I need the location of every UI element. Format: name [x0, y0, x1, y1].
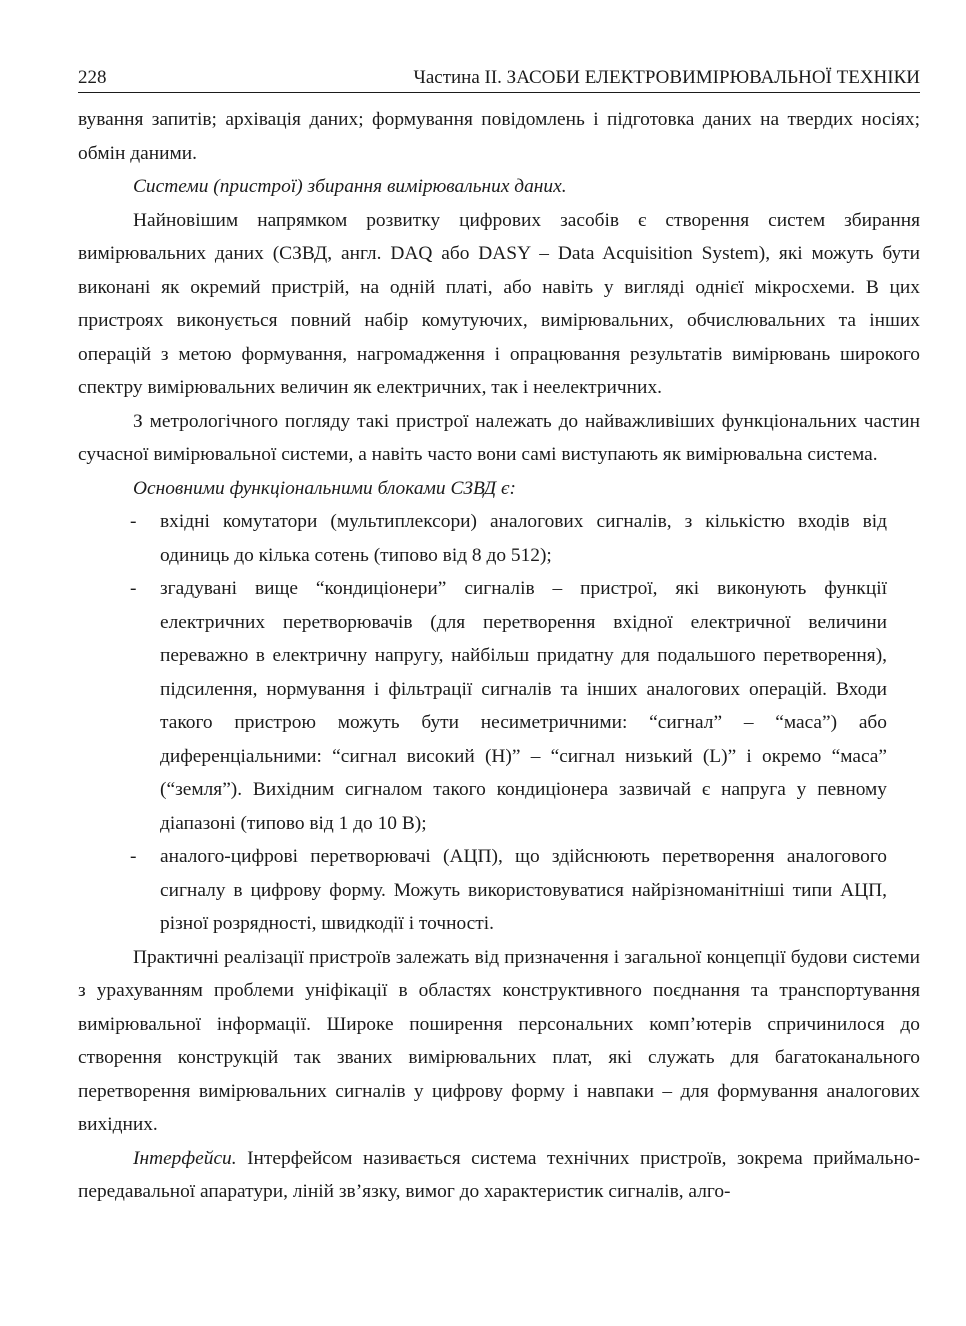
list-item [78, 572, 920, 840]
interfaces-text: Інтерфейсом називається система технічних пристроїв, зокрема приймально-передавальної апаратури, ліній зв’язку, вимог до характеристик сигналів, алго- [78, 1147, 920, 1202]
interfaces-lead: Інтерфейси. [133, 1147, 237, 1169]
paragraph-daq-intro: Найновішим напрямком розвитку цифрових засобів є створення систем збирання вимірювальних даних (СЗВД, англ. DAQ або DASY – Data Acquisition System), які можуть бути виконані як окремий пристрій, на одній платі, або навіть у вигляді однієї мікросхеми. В цих пристроях виконується повний набір комутуючих, вимірювальних, обчислювальних та інших операцій з метою формування, нагромадження і опрацювання результатів вимірювань широкого спектру вимірювальних величин як електричних, так і неелектричних. [78, 209, 920, 398]
list-item-text: вхідні комутатори (мультиплексори) аналогових сигналів, з кількістю входів від одиниць до кілька сотень (типово від 8 до 512); [160, 511, 887, 566]
running-title: Частина II. ЗАСОБИ ЕЛЕКТРОВИМІРЮВАЛЬНОЇ ТЕХНІКИ [413, 67, 920, 88]
list-item [78, 840, 920, 941]
list-item-text: аналого-цифрові перетворювачі (АЦП), що здійснюють перетворення аналогового сигналу в цифрову форму. Можуть використовуватися найрізноманітніші типи АЦП, різної розрядності, швидкодії і точності. [160, 846, 887, 934]
paragraph-metrology: З метрологічного погляду такі пристрої належать до найважливіших функціональних частин сучасної вимірювальної системи, а навіть часто вони самі виступають як вимірювальна система. [78, 410, 920, 465]
paragraph-practical: Практичні реалізації пристроїв залежать від призначення і загальної концепції будови системи з урахуванням проблеми уніфікації в областях конструктивного поєднання та транспортування вимірювальної інформації. Широке поширення персональних комп’ютерів спричинилося до створення конструкцій так званих вимірювальних плат, які служать для багатоканального перетворення вимірювальних сигналів у цифрову форму і навпаки – для формування аналогових вихідних. [78, 946, 920, 1135]
section-heading-blocks: Основними функціональними блоками СЗВД є: [133, 477, 516, 499]
header-rule [78, 92, 920, 93]
list-bullet: - [130, 846, 137, 867]
list-bullet: - [130, 578, 137, 599]
list-item [78, 505, 920, 572]
page-header [78, 66, 920, 90]
paragraph-interfaces [78, 1142, 920, 1209]
list-item-text: згадувані вище “кондиціонери” сигналів – пристрої, які виконують функції електричних перетворювачів (для перетворення вхідної електричної величини переважно в електричну напругу, найбільш придатну для подальшого перетворення), підсилення, нормування і фільтрації сигналів та інших аналогових операцій. Входи такого пристрою можуть бути несиметричними: “сигнал” – “маса”) або диференціальними: “сигнал високий (H)” – “сигнал низький (L)” і окремо “маса” (“земля”). Вихідним сигналом такого кондиціонера зазвичай є напруга у певному діапазоні (типово від 1 до 10 В); [160, 578, 887, 834]
function-block-list [78, 505, 920, 941]
list-bullet: - [130, 511, 137, 532]
body-text [78, 103, 920, 1209]
paragraph-continuation: вування запитів; архівація даних; формування повідомлень і підготовка даних на твердих носіях; обмін даними. [78, 109, 920, 164]
section-heading-daq: Системи (пристрої) збирання вимірювальних даних. [133, 176, 567, 197]
page-number: 228 [78, 67, 107, 88]
